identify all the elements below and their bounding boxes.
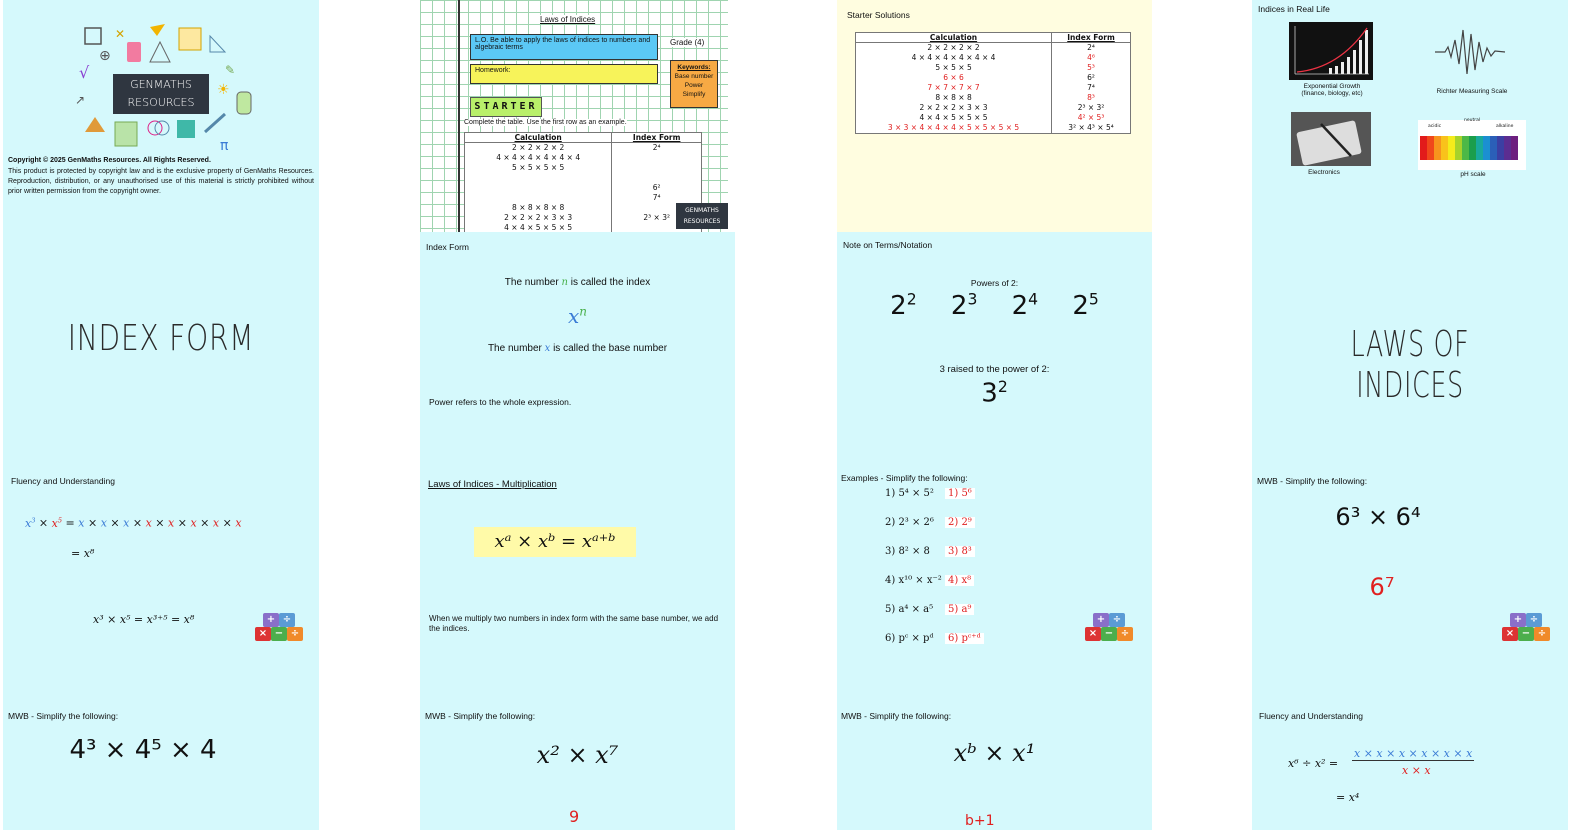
division-denominator: x × x — [1402, 764, 1431, 777]
index-line — [420, 277, 735, 288]
grade-label: Grade (4) — [670, 38, 705, 47]
power-exp: 5 — [1088, 290, 1099, 308]
solution-calculation-cell: 2 × 2 × 2 × 3 × 3 — [856, 103, 1052, 113]
example-answer: 1) 5⁶ — [945, 488, 975, 499]
copyright-title: Copyright © 2025 GenMaths Resources. All Rights Reserved. — [8, 157, 211, 164]
starter-index-cell[interactable] — [612, 173, 702, 183]
example-question: 1) 5⁴ × 5² — [885, 488, 934, 499]
solution-calculation-cell: 4 × 4 × 4 × 4 × 4 × 4 — [856, 53, 1052, 63]
division-result: = x⁴ — [1336, 791, 1360, 804]
sol-col-index-form: Index Form — [1052, 33, 1131, 43]
slide-mwb-x2x7[interactable] — [420, 703, 735, 830]
power-exp: 3 — [967, 290, 978, 308]
example-answer: 2) 2⁹ — [945, 517, 975, 528]
power-base: 2 — [1072, 290, 1089, 321]
solution-index-cell: 2³ × 3² — [1052, 103, 1131, 113]
starter-calculation-cell[interactable]: 2 × 2 × 2 × 2 — [465, 143, 612, 154]
power-note: Power refers to the whole expression. — [429, 397, 572, 407]
col-index-form: Index Form — [612, 133, 702, 143]
example-answer: 5) a⁹ — [945, 604, 974, 615]
maths-blocks-icon: + ÷ × − ÷ — [1498, 613, 1554, 643]
example-answer: 6) pᶜ⁺ᵈ — [945, 633, 984, 644]
slide-real-life[interactable] — [1252, 0, 1568, 232]
ph-caption: pH scale — [1460, 171, 1486, 178]
fluency-heading: Fluency and Understanding — [1259, 711, 1363, 721]
svg-text:↗: ↗ — [75, 93, 86, 107]
starter-index-cell[interactable]: 2³ × 3² — [612, 213, 702, 223]
solution-row — [856, 63, 1131, 73]
starter-row — [465, 193, 702, 203]
power-base: 2 — [950, 290, 968, 321]
slide-terms-notation[interactable] — [837, 232, 1152, 467]
power-2-4 — [1012, 291, 1038, 321]
ph-acidic-label: acidic — [1428, 124, 1442, 129]
starter-row — [465, 213, 702, 223]
starter-calculation-cell[interactable]: 2 × 2 × 2 × 3 × 3 — [465, 213, 612, 223]
starter-calculation-cell[interactable] — [465, 183, 612, 193]
sol-col-calculation: Calculation — [856, 33, 1052, 43]
expanded-product: $x^3 \times x^5 = x \times x \times x \times x \times x \times x \times x \times x$ — [25, 516, 242, 530]
index-line-post: is called the index — [567, 277, 651, 288]
mwb-heading: MWB - Simplify the following: — [1257, 476, 1368, 486]
solution-index-cell: 2⁴ — [1052, 43, 1131, 54]
richter-caption: Richter Measuring Scale — [1436, 88, 1508, 95]
starter-badge: STARTER — [470, 97, 542, 117]
svg-text:✕: ✕ — [115, 27, 126, 41]
solution-calculation-cell: 6 × 6 — [856, 73, 1052, 83]
mwb-question: xᵇ × x¹ — [953, 739, 1036, 767]
slide-laws-title[interactable] — [1252, 232, 1568, 467]
solution-calculation-cell: 3 × 3 × 4 × 4 × 4 × 5 × 5 × 5 × 5 — [856, 123, 1052, 134]
solution-index-cell: 8³ — [1052, 93, 1131, 103]
fluency-rule-line: x³ × x⁵ = x³⁺⁵ = x⁸ — [93, 613, 195, 626]
solution-row — [856, 73, 1131, 83]
slide-title-copyright[interactable] — [3, 0, 319, 232]
index-var: n — [561, 277, 568, 288]
fluency-result-line: = x⁸ — [71, 547, 95, 560]
solution-row — [856, 123, 1131, 134]
mwb-answer-partial: 9 — [569, 807, 580, 826]
solution-calculation-cell: 8 × 8 × 8 — [856, 93, 1052, 103]
example-question: 2) 2³ × 2⁶ — [885, 517, 934, 528]
logo-line-2: RESOURCES — [127, 96, 195, 109]
small-logo-line-2: RESOURCES — [683, 218, 721, 225]
small-logo-line-1: GENMATHS — [685, 207, 719, 214]
starter-row — [465, 173, 702, 183]
genmaths-logo — [113, 74, 209, 114]
solution-row — [856, 113, 1131, 123]
example-question: 4) x¹⁰ × x⁻² — [885, 575, 942, 586]
powers-label: Powers of 2: — [970, 278, 1019, 288]
solution-index-cell: 6² — [1052, 73, 1131, 83]
mwb-heading: MWB - Simplify the following: — [425, 711, 536, 721]
richter-image — [1435, 22, 1505, 82]
raised-exp: 2 — [997, 378, 1008, 396]
division-numerator: x × x × x × x × x × x — [1354, 747, 1473, 760]
slide-index-form[interactable] — [420, 232, 735, 467]
index-expression — [420, 304, 735, 328]
mwb-question: 6³ × 6⁴ — [1335, 503, 1421, 531]
starter-row — [465, 183, 702, 193]
starter-instruction: Complete the table. Use the first row as an example. — [464, 119, 627, 126]
keyword-1: Base number — [674, 73, 714, 80]
slide-fluency-multiply[interactable] — [3, 467, 319, 703]
division-lhs: x⁶ ÷ x² = — [1288, 757, 1339, 770]
slide-fluency-divide[interactable] — [1252, 703, 1568, 830]
starter-title: Laws of Indices — [540, 15, 596, 24]
maths-blocks-icon: + ÷ × − ÷ — [1081, 613, 1137, 643]
power-base: 2 — [890, 290, 907, 321]
maths-blocks-icon: + ÷ × − ÷ — [251, 613, 307, 643]
slide-law-multiplication[interactable] — [420, 467, 735, 703]
solution-index-cell: 4² × 5³ — [1052, 113, 1131, 123]
starter-calculation-cell[interactable]: 5 × 5 × 5 × 5 — [465, 163, 612, 173]
fluency-heading: Fluency and Understanding — [11, 476, 115, 486]
starter-index-cell[interactable]: 7⁴ — [612, 193, 702, 203]
raised-label: 3 raised to the power of 2: — [939, 364, 1050, 375]
solution-calculation-cell: 4 × 4 × 5 × 5 × 5 — [856, 113, 1052, 123]
examples-heading: Examples - Simplify the following: — [841, 473, 968, 483]
power-exp: 2 — [906, 290, 917, 308]
ph-bars-icon — [1418, 132, 1526, 172]
mwb-heading: MWB - Simplify the following: — [841, 711, 952, 721]
solution-row — [856, 43, 1131, 54]
starter-calculation-cell[interactable] — [465, 193, 612, 203]
power-exp: 4 — [1028, 290, 1039, 308]
raised-base: 3 — [981, 378, 998, 409]
ph-alkaline-label: alkaline — [1496, 124, 1514, 129]
index-form-title: INDEX FORM — [67, 318, 255, 359]
starter-index-cell[interactable]: 2⁴ — [612, 143, 702, 154]
starter-index-cell[interactable] — [612, 163, 702, 173]
mwb-answer: 6⁷ — [1369, 573, 1395, 601]
starter-calculation-cell[interactable]: 4 × 4 × 4 × 4 × 4 × 4 — [465, 153, 612, 163]
solution-index-cell: 7⁴ — [1052, 83, 1131, 93]
example-question: 5) a⁴ × a⁵ — [885, 604, 934, 615]
power-2-5 — [1072, 291, 1098, 321]
real-life-heading: Indices in Real Life — [1258, 4, 1330, 14]
slide-starter[interactable] — [420, 0, 728, 232]
raised-expression — [837, 378, 1152, 409]
solution-row — [856, 103, 1131, 113]
svg-text:π: π — [220, 138, 229, 154]
powers-of-two — [837, 290, 1152, 321]
starter-index-cell[interactable] — [612, 153, 702, 163]
index-form-heading: Index Form — [426, 242, 469, 252]
homework-box: Homework: — [470, 64, 658, 84]
slide-starter-solutions[interactable] — [837, 0, 1152, 232]
copyright-body: This product is protected by copyright law and is the exclusive property of GenMaths Resources. Reproduction, distribution, or any unauthorised use of this material is strictly prohibited without prior written permission from the copyright owner. — [8, 168, 314, 195]
example-question: 3) 8² × 8 — [885, 546, 930, 557]
electronics-image — [1291, 112, 1371, 166]
col-calculation: Calculation — [465, 133, 612, 143]
base-line-post: is called the base number — [550, 343, 668, 354]
keyword-3: Simplify — [682, 91, 706, 98]
ph-scale-image — [1418, 120, 1526, 170]
exponential-growth-image — [1289, 22, 1373, 80]
solutions-heading: Starter Solutions — [847, 10, 910, 20]
slide-mwb-6[interactable] — [1252, 467, 1568, 703]
maths-icons-cluster — [75, 22, 255, 152]
solution-index-cell: 3² × 4³ × 5⁴ — [1052, 123, 1131, 134]
law-heading: Laws of Indices - Multiplication — [428, 479, 557, 490]
slide-mwb-4[interactable] — [3, 703, 319, 830]
ph-neutral-label: neutral — [1464, 118, 1481, 123]
solution-calculation-cell: 2 × 2 × 2 × 2 — [856, 43, 1052, 54]
electronics-caption: Electronics — [1308, 169, 1340, 176]
keywords-box — [670, 60, 718, 108]
mwb-answer-partial: b+1 — [965, 813, 995, 829]
starter-row — [465, 203, 702, 213]
starter-row — [465, 143, 702, 154]
mwb-question: x² × x⁷ — [536, 741, 619, 769]
exponential-growth-caption: Exponential Growth (finance, biology, etc) — [1301, 83, 1363, 97]
learning-objective: L.O. Be able to apply the laws of indices to numbers and algebraic terms — [470, 34, 658, 60]
svg-text:☀: ☀ — [217, 82, 230, 98]
tablet-icon — [1291, 112, 1371, 166]
slide-mwb-xbx1[interactable] — [837, 703, 1152, 830]
power-2-2 — [890, 291, 916, 321]
mwb-heading: MWB - Simplify the following: — [8, 711, 119, 721]
svg-text:✎: ✎ — [225, 63, 236, 77]
starter-row — [465, 153, 702, 163]
base-line — [420, 343, 735, 354]
laws-of-indices-title: LAWS OF INDICES — [1350, 324, 1470, 406]
law-note: When we multiply two numbers in index form with the same base number, we add the indices. — [429, 614, 719, 633]
solution-row — [856, 93, 1131, 103]
genmaths-logo-small — [676, 203, 728, 229]
starter-index-cell[interactable]: 6² — [612, 183, 702, 193]
keywords-title: Keywords: — [677, 64, 711, 71]
solution-calculation-cell: 7 × 7 × 7 × 7 — [856, 83, 1052, 93]
example-answer: 3) 8³ — [945, 546, 975, 557]
solutions-table — [855, 32, 1131, 134]
starter-row — [465, 163, 702, 173]
slide-examples[interactable] — [837, 467, 1152, 703]
multiplication-law: xᵃ × xᵇ = xᵃ⁺ᵇ — [474, 527, 636, 557]
growth-chart-icon — [1289, 22, 1373, 80]
starter-calculation-cell[interactable]: 8 × 8 × 8 × 8 — [465, 203, 612, 213]
base-line-pre: The number — [487, 343, 545, 354]
logo-line-1: GENMATHS — [130, 78, 192, 91]
expr-exp: n — [579, 304, 587, 319]
solution-index-cell: 5³ — [1052, 63, 1131, 73]
example-question: 6) pᶜ × pᵈ — [885, 633, 934, 644]
solution-row — [856, 53, 1131, 63]
keyword-2: Power — [684, 82, 704, 89]
base-var: x — [544, 343, 551, 354]
example-answer: 4) x⁸ — [945, 575, 974, 586]
starter-calculation-cell[interactable]: 4 × 4 × 5 × 5 × 5 — [465, 223, 612, 233]
power-2-3 — [951, 291, 977, 321]
notation-heading: Note on Terms/Notation — [843, 240, 933, 250]
svg-text:√: √ — [79, 63, 90, 82]
solution-row — [856, 83, 1131, 93]
seismograph-icon — [1435, 22, 1505, 82]
solution-index-cell: 4⁶ — [1052, 53, 1131, 63]
power-base: 2 — [1011, 290, 1029, 321]
mwb-question: 4³ × 4⁵ × 4 — [69, 735, 217, 765]
margin-line — [458, 0, 460, 232]
index-line-pre: The number — [504, 277, 562, 288]
svg-text:⊕: ⊕ — [99, 48, 111, 64]
expr-base: x — [567, 304, 580, 328]
slide-index-form-title[interactable] — [3, 232, 319, 467]
solution-calculation-cell: 5 × 5 × 5 — [856, 63, 1052, 73]
starter-calculation-cell[interactable] — [465, 173, 612, 183]
